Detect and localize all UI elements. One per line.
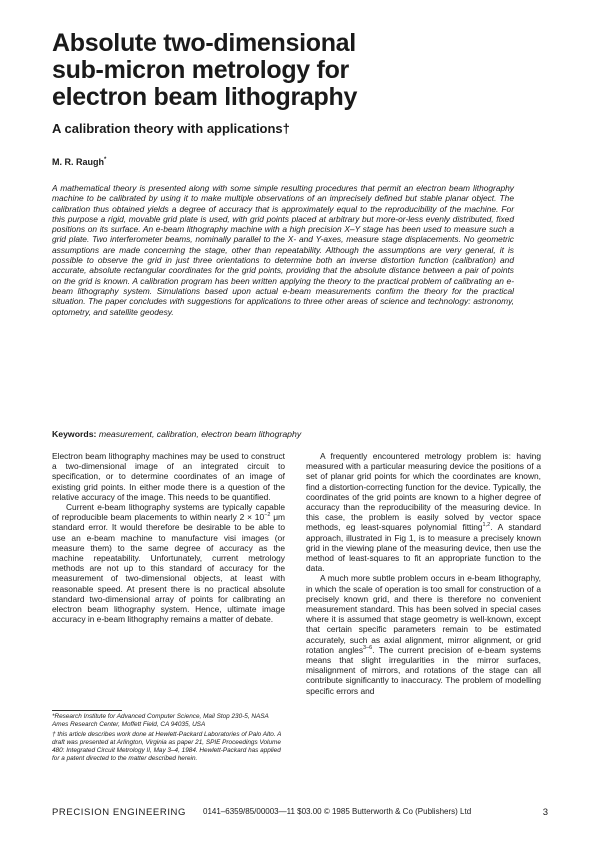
citation-ref: 1,2	[482, 522, 491, 529]
body-text: . The current precision of e-beam systems means that slight irregularities in the mirror surfaces, misalignment of mirrors, and rotations of the stage can all contribute significantly to inaccuracy. The problem of modelling specific errors and	[306, 644, 541, 696]
journal-name: PRECISION ENGINEERING	[52, 807, 187, 818]
title-line-1: Absolute two-dimensional	[52, 29, 356, 57]
author-footnote-mark: *	[104, 157, 107, 163]
body-paragraph	[306, 451, 541, 573]
keywords-label: Keywords:	[52, 429, 97, 439]
keywords-line	[52, 429, 522, 439]
body-paragraph: Electron beam lithography machines may be used to construct a two-dimensional image of an integrated circuit to specification, or to determine coordinates of an image of existing grid points. In either mode there is a question of the relative accuracy of the image. This needs to be quantified.	[52, 451, 285, 502]
publication-code: 0141–6359/85/00003—11 $03.00 © 1985 Butterworth & Co (Publishers) Ltd	[203, 807, 472, 816]
keywords-text: measurement, calibration, electron beam lithography	[98, 429, 302, 439]
footnote-article: † this article describes work done at Hewlett-Packard Laboratories of Palo Alto. A draft was presented at Arlington, Virginia as paper 21, SPIE Proceedings Volume 480: Integrated Circuit Metrology II, May 3–4, 1984. Hewlett-Packard has applied for a patent directed to the matter described herein.	[52, 731, 282, 762]
page-number: 3	[542, 807, 548, 818]
body-text: A frequently encountered metrology problem is: having measured with a particular measuring device the positions of a set of planar grid points for which the coordinates are known, find a distortion-correcting function for the device. Typically, the coordinates of the grid points are known to a higher degree of accuracy than the reproducibility of the measuring device. In this case, the problem is easily solved by vector space methods, eg least-squares polynomial fitting	[306, 451, 541, 533]
author-line	[52, 157, 106, 167]
paper-title	[52, 30, 522, 111]
body-paragraph	[52, 502, 285, 624]
abstract: A mathematical theory is presented along with some simple resulting procedures that permit an electron beam lithography machine to be calibrated by using it to make multiple observations of an imprecisely defined but stable planar object. The calibration thus obtained yields a degree of accuracy that is approximately equal to the reproducibility of the machine. For this purpose a rigid, movable grid plate is used, with grid points placed at arbitrary but more-or-less evenly distributed, fixed positions on its surface. An e-beam lithography machine with a high precision X–Y stage has been used to measure such a grid plate. Two interferometer beams, nominally parallel to the X- and Y-axes, measure stage displacements. No geometric assumptions are made concerning the stage, other than repeatability. Although the assumptions are very general, it is possible to observe the grid in just three orientations to determine both an inverse distortion function (calibration) and accurate, absolute rectangular coordinates for the grid points, providing that the absolute distance between a pair of points on the grid is known. A calibration program has been written applying the theory to the practical problem of calibrating an e-beam lithography system. Simulations based upon actual e-beam measurements confirm the theory for the practical situation. The paper concludes with suggestions for applications to three other areas of science and technology: astronomy, optometry, and satellite geodesy.	[52, 183, 514, 317]
body-text: A much more subtle problem occurs in e-beam lithography, in which the scale of operation is too small for construction of a precisely known grid, and there is therefore no convenient measurement standard. This has been solved in special cases where it is assumed that stage geometry is well-known, except that certain specific parameters remain to be estimated accurately, such as axial alignment, mirror alignment, or grid rotation angles	[306, 573, 541, 655]
paper-subtitle: A calibration theory with applications†	[52, 121, 290, 136]
body-text: . A standard approach, illustrated in Fig 1, is to measure a precisely known grid in the viewing plane of the measuring device, then use the method of least-squares to fit an appropriate function to the data.	[306, 522, 542, 574]
exponent: −2	[264, 512, 271, 519]
footnotes	[52, 713, 285, 765]
body-column-left	[52, 451, 285, 624]
page-footer	[52, 807, 548, 819]
footnote-affiliation: *Research Institute for Advanced Computer Science, Mail Stop 230-5, NASA Ames Research Center, Moffett Field, CA 94035, USA	[52, 713, 269, 728]
body-text: μm standard error. It would therefore be desirable to be able to use an e-beam machine to manufacture visi images (or measure them) to the same degree of accuracy as the machine repeatability. Unfortunately, current metrology methods are not up to this standard of accuracy for the measurement of two-dimensional objects, at least with reasonable speed. At present there is no practical absolute standard two-dimensional array of points for calibrating an electron beam lithography system. Hence, ultimate image accuracy in e-beam lithography remains a matter of debate.	[52, 512, 285, 625]
body-column-right	[306, 451, 541, 696]
citation-ref: 3–6	[363, 645, 373, 652]
body-text: Current e-beam lithography systems are typically capable of reproducible beam placements to within nearly 2 × 10	[52, 502, 285, 523]
body-paragraph	[306, 573, 541, 695]
footnote-rule	[52, 710, 122, 711]
author-name: M. R. Raugh	[52, 157, 104, 167]
title-line-3: electron beam lithography	[52, 83, 358, 111]
title-line-2: sub-micron metrology for	[52, 56, 349, 84]
